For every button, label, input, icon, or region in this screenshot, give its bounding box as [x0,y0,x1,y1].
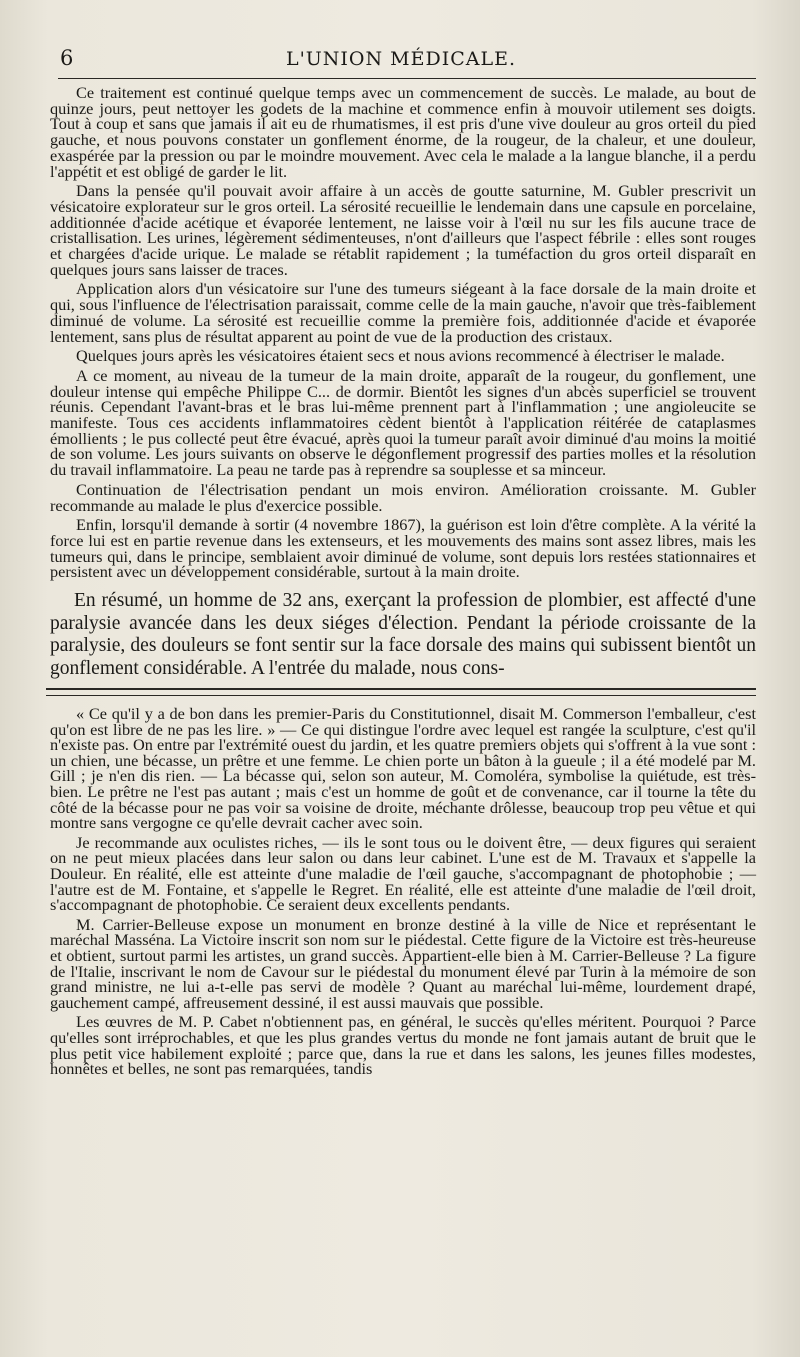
summary-section [50,590,756,680]
feuilleton-paragraph: Les œuvres de M. P. Cabet n'obtiennent pas, en général, le succès qu'elles méritent. Pourquoi ? Parce qu'elles sont irréprochables, et que les plus grandes vertus du monde ne font jamais autant de bruit que le plus petit vice habilement exploité ; parce que, dans la rue et dans les salons, les jeunes filles modestes, honnêtes et belles, ne sont pas remarquées, tandis [50,1012,756,1079]
page-header [46,44,756,74]
article-paragraph: Application alors d'un vésicatoire sur l'une des tumeurs siégeant à la face dorsale de la main droite et qui, sous l'influence de l'électrisation paraissait, comme celle de la main gauche, n'avoir que très-faiblement diminué de volume. La sérosité est recueillie comme la première fois, additionnée d'acide et évaporée lentement, sans plus de résultat apparent au point de vue de la production des cristaux. [50,279,756,346]
feuilleton-paragraph: M. Carrier-Belleuse expose un monument en bronze destiné à la ville de Nice et représentant le maréchal Masséna. La Victoire inscrit son nom sur le piédestal. Cette figure de la Victoire est très-heureuse et obtient, surtout parmi les artistes, un grand succès. Appartient-elle bien à M. Carrier-Belleuse ? La figure de l'Italie, inscrivant le nom de Cavour sur le piédestal du monument élevé par Turin à la mémoire de son grand ministre, ne lui a-t-elle pas servi de modèle ? Quant au maréchal lui-même, lourdement drapé, gauchement campé, affreusement dessiné, il est aussi mauvais que possible. [50,914,756,1012]
article-paragraph: Quelques jours après les vésicatoires étaient secs et nous avions recommencé à électriser le malade. [76,346,725,366]
article-paragraph: Ce traitement est continué quelque temps avec un commencement de succès. Le malade, au bout de quinze jours, peut nettoyer les godets de la machine et commence enfin à mouvoir utilement ses doigts. Tout à coup et sans que jamais il ait eu de rhumatismes, il est pris d'une vive douleur au gros orteil du pied gauche, et nous pouvons constater un gonflement énorme, de la rougeur, de la chaleur, et une douleur, exaspérée par la pression ou par le moindre mouvement. Avec cela le malade a la langue blanche, il a perdu l'appétit et est obligé de garder le lit. [50,83,756,181]
article-paragraph: Dans la pensée qu'il pouvait avoir affaire à un accès de goutte saturnine, M. Gubler prescrivit un vésicatoire explorateur sur le gros orteil. La sérosité recueillie le lendemain dans une capsule en porcelaine, additionnée d'acide acétique et évaporée lentement, ne laisse voir à l'œil nu sur les fils aucune trace de cristallisation. Les urines, légèrement sédimenteuses, n'ont d'ailleurs que l'aspect fébrile : elles sont rouges et chargées d'acide urique. Le malade se rétablit rapidement ; la tuméfaction du gros orteil disparaît en quelques jours sans laisser de traces. [50,181,756,279]
feuilleton-paragraph: « Ce qu'il y a de bon dans les premier-Paris du Constitutionnel, disait M. Commerson l'emballeur, c'est qu'on est libre de ne pas les lire. » — Ce qui distingue l'ordre avec lequel est rangée la sculpture, c'est qu'il n'existe pas. On entre par l'extrémité ouest du jardin, et les quatre premiers objets qui s'offrent à la vue sont : un chien, une bécasse, un prêtre et une femme. Le chien porte un bâton à la gueule ; il a été modelé par M. Gill ; je n'en dis rien. — La bécasse qui, selon son auteur, M. Comoléra, symbolise la quiétude, est très-bien. Le prêtre ne l'est pas autant ; mais c'est un homme de goût et de convenance, car il tourne la tête du côté de la bécasse pour ne pas voir sa voisine de droite, méchante drôlesse, beaucoup trop peu vêtue et qui montre sans vergogne ce qu'elle devrait cacher avec soin. [50,704,756,833]
article-body [50,85,756,580]
feuilleton-paragraph: Je recommande aux oculistes riches, — ils le sont tous ou le doivent être, — deux figures qui seraient on ne peut mieux placées dans leur salon ou dans leur cabinet. L'une est de M. Travaux et s'appelle la Douleur. En réalité, elle est atteinte d'une maladie de l'œil gauche, s'accompagnant de photophobie ; — l'autre est de M. Fontaine, et s'appelle le Regret. En réalité, elle est atteinte d'une maladie de l'œil droit, s'accompagnant de photophobie. Ce seraient deux excellents pendants. [50,832,756,915]
header-rule [58,78,756,79]
article-paragraph: Enfin, lorsqu'il demande à sortir (4 novembre 1867), la guérison est loin d'être complète. A la vérité la force lui est en partie revenue dans les extenseurs, et les mouvements des mains sont assez libres, mais les tumeurs qui, dans le principe, semblaient avoir diminué de volume, sont depuis lors restées stationnaires et persistent avec un développement considérable, surtout à la main droite. [50,515,756,582]
feuilleton-divider [46,688,756,696]
page-number: 6 [60,46,74,70]
article-paragraph: A ce moment, au niveau de la tumeur de la main droite, apparaît de la rougeur, du gonflement, une douleur intense qui empêche Philippe C... de dormir. Bientôt les signes d'un abcès superficiel se trouvent réunis. Cependant l'avant-bras et le bras lui-même prennent part à l'inflammation ; une angioleucite se manifeste. Tous ces accidents inflammatoires cèdent bientôt à l'application réitérée de cataplasmes émollients ; le pus collecté peut être évacué, après quoi la tumeur paraît avoir diminué d'au moins la moitié de son volume. Les jours suivants on observe le dégonflement progressif des parties molles et la résolution du travail inflammatoire. La peau ne tarde pas à reprendre sa souplesse et sa minceur. [50,365,756,480]
summary-paragraph: En résumé, un homme de 32 ans, exerçant la profession de plombier, est affecté d'une paralysie avancée dans les deux siéges d'élection. Pendant la période croissante de la paralysie, des douleurs se font sentir sur la face dorsale des mains qui subissent bientôt un gonflement considérable. A l'entrée du malade, nous cons- [50,590,756,679]
article-paragraph: Continuation de l'électrisation pendant un mois environ. Amélioration croissante. M. Gubler recommande au malade le plus d'exercice possible. [50,479,756,515]
feuilleton-body [50,706,756,1077]
journal-title: L'UNION MÉDICALE. [285,48,517,70]
